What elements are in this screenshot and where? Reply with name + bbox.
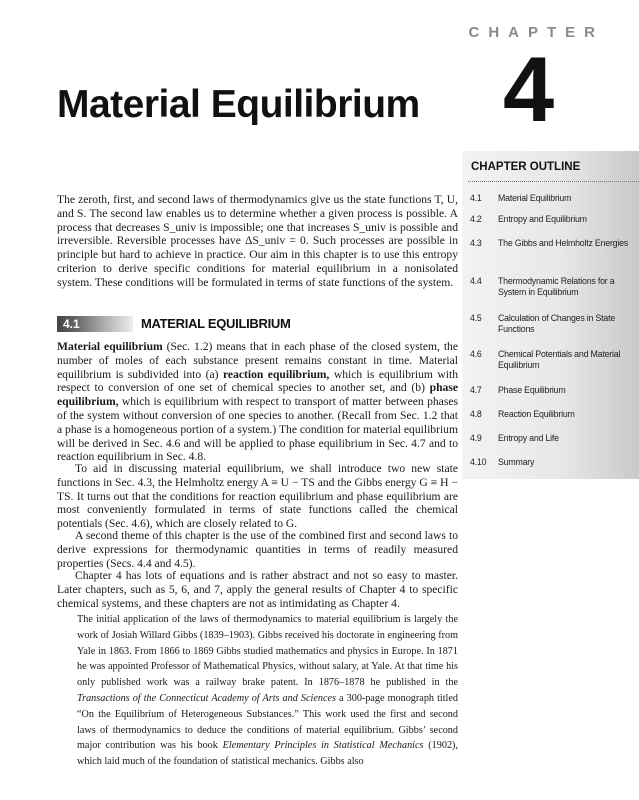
chapter-number: 4 — [503, 39, 555, 141]
outline-item-number: 4.1 — [470, 193, 482, 203]
chapter-title: Material Equilibrium — [57, 83, 420, 126]
note-text: (1902), which laid much of the foundation of statistical mechanics. Gibbs also — [77, 740, 458, 768]
chapter-outline-heading: CHAPTER OUTLINE — [471, 161, 581, 173]
section-number-badge — [57, 316, 133, 332]
outline-item-label: Phase Equilibrium — [498, 385, 566, 395]
body-text: which is equilibrium with respect to transport of matter between phases of the system without conversion of one species to another. (Recall from Sec. 1.2 that a phase is a homogeneous portion of a system.) The condition for material equilibrium will be derived in Sec. 4.6 and will be applied to phase equilibrium in Sec. 4.7 and to reaction equilibrium in Sec. 4.8. — [57, 395, 458, 464]
outline-item-number: 4.4 — [470, 276, 482, 286]
body-paragraph-2 — [57, 462, 458, 531]
outline-item-number: 4.8 — [470, 409, 482, 419]
outline-item[interactable] — [470, 238, 630, 249]
outline-item-number: 4.6 — [470, 349, 482, 359]
term-reaction-equilibrium: reaction equilibrium, — [222, 367, 330, 381]
body-paragraph-4 — [57, 569, 458, 610]
body-paragraph-1 — [57, 340, 458, 464]
body-paragraph-3 — [57, 529, 458, 570]
outline-item-label: Material Equilibrium — [498, 193, 572, 203]
body-text: which is equilibrium with respect to conversion of one set of chemical species to another set, and (b) — [57, 367, 459, 395]
journal-title: Transactions of the Connecticut Academy of Arts and Sciences — [77, 692, 336, 704]
term-phase-equilibrium: phase equilibrium, — [57, 381, 458, 409]
outline-item-label: Thermodynamic Relations for a System in Equilibrium — [498, 276, 615, 298]
outline-item-number: 4.2 — [470, 214, 482, 224]
outline-item-number: 4.3 — [470, 238, 482, 248]
chapter-outline-panel — [462, 151, 639, 479]
outline-item-label: The Gibbs and Helmholtz Energies — [498, 238, 629, 248]
historical-note — [77, 612, 458, 770]
chapter-label: CHAPTER — [468, 24, 604, 41]
outline-item-label: Chemical Potentials and Material Equilibrium — [498, 349, 621, 371]
outline-item-label: Calculation of Changes in State Functions — [498, 313, 616, 335]
section-heading — [57, 315, 458, 333]
outline-item-number: 4.9 — [470, 433, 482, 443]
outline-item[interactable] — [470, 385, 630, 396]
book-title: Elementary Principles in Statistical Mechanics — [222, 740, 424, 752]
outline-item-label: Entropy and Equilibrium — [498, 214, 587, 224]
body-text: (Sec. 1.2) means that in each phase of the closed system, the number of moles of each substance present remains constant in time. Material equilibrium is subdivided into (a) — [57, 340, 458, 381]
note-text: The initial application of the laws of thermodynamics to material equilibrium is largely the work of Josiah Willard Gibbs (1839–1903). Gibbs received his doctorate in engineering from Yale in 1863. From 1866 to 1869 Gibbs studied mathematics and physics in Europe. In 1871 he was appointed Professor of Mathematical Physics, without salary, at Yale. At that time his only published work was a railway brake patent. In 1876–1878 he published in the — [77, 614, 458, 689]
outline-item-number: 4.5 — [470, 313, 482, 323]
outline-item-number: 4.10 — [470, 457, 487, 467]
outline-item[interactable] — [470, 214, 630, 225]
term-material-equilibrium: Material equilibrium — [57, 340, 163, 353]
section-number: 4.1 — [63, 317, 80, 331]
outline-item-label: Entropy and Life — [498, 433, 559, 443]
outline-item[interactable] — [470, 276, 630, 298]
outline-item[interactable] — [470, 313, 630, 335]
outline-divider — [468, 181, 639, 182]
intro-paragraph: The zeroth, first, and second laws of thermodynamics give us the state functions T, U, and S. The second law enables us to determine whether a given process is possible. A process that decreases S_univ is impossible; one that increases S_univ is possible and irreversible. Reversible processes have ΔS_univ = 0. Such processes are possible in principle but hard to achieve in practice. Our aim in this chapter is to use this entropy criterion to derive specific conditions for material equilibrium in a nonisolated system. These conditions will be formulated in terms of state functions of the system. — [57, 193, 458, 289]
body-text: To aid in discussing material equilibrium, we shall introduce two new state functions in Sec. 4.3, the Helmholtz energy A ≡ U − TS and the Gibbs energy G ≡ H − TS. It turns out that the conditions for reaction equilibrium and phase equilibrium are most conveniently formulated in terms of state functions called the chemical potentials (Sec. 4.6), which are closely related to G. — [57, 462, 458, 531]
note-text: a 300-page monograph titled “On the Equilibrium of Heterogeneous Substances.” This work used the first and second laws of thermodynamics to deduce the conditions of material equilibrium. Gibbs’ second major contribution was his book — [77, 692, 459, 752]
outline-item-label: Summary — [498, 457, 535, 467]
outline-item[interactable] — [470, 193, 630, 204]
outline-item-number: 4.7 — [470, 385, 482, 395]
body-text: Chapter 4 has lots of equations and is rather abstract and not so easy to master. Later chapters, such as 5, 6, and 7, apply the general results of Chapter 4 to specific chemical systems, and these chapters are not as intimidating as Chapter 4. — [57, 569, 458, 610]
outline-item[interactable] — [470, 433, 630, 444]
outline-item[interactable] — [470, 409, 630, 420]
outline-item[interactable] — [470, 457, 630, 468]
outline-item[interactable] — [470, 349, 630, 371]
outline-item-label: Reaction Equilibrium — [498, 409, 575, 419]
body-text: A second theme of this chapter is the use of the combined first and second laws to derive expressions for thermodynamic quantities in terms of readily measured properties (Secs. 4.4 and 4.5). — [57, 529, 458, 570]
section-title: MATERIAL EQUILIBRIUM — [141, 316, 291, 331]
